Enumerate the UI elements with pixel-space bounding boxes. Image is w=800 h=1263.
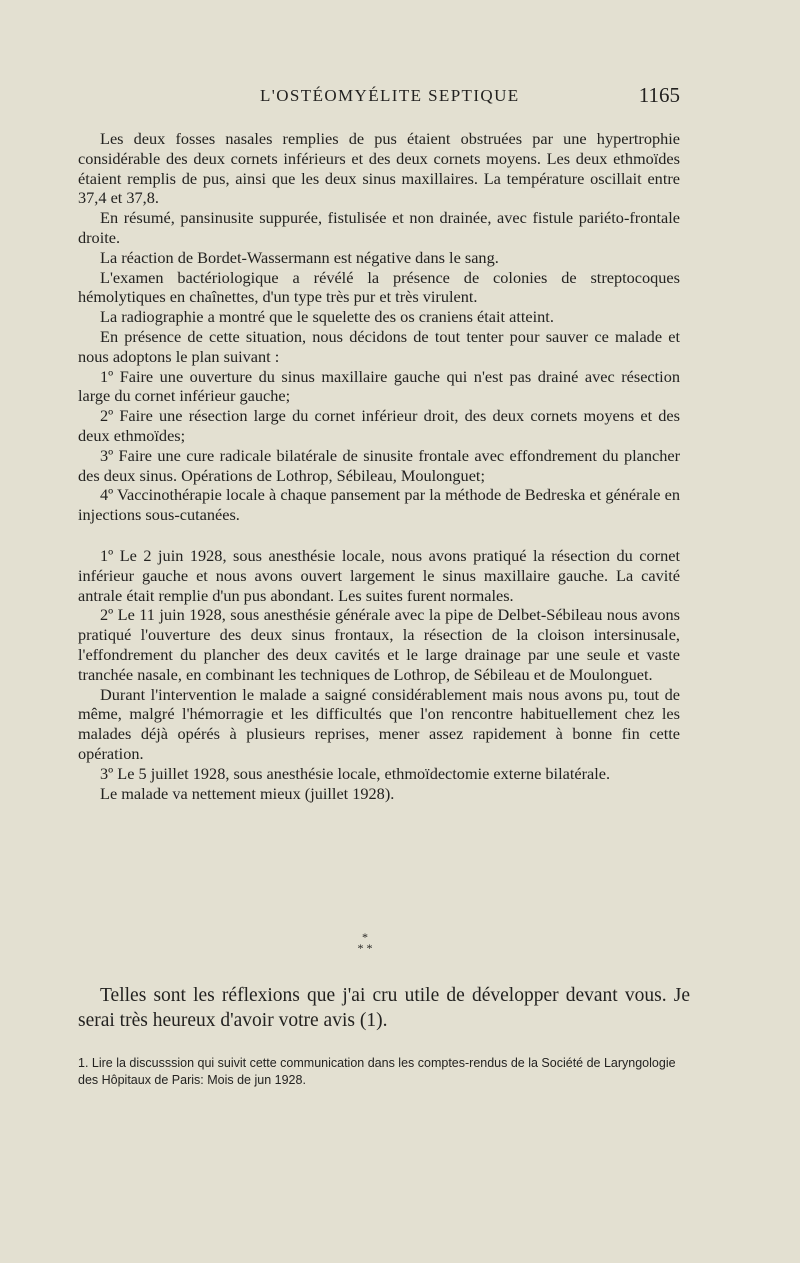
paragraph: Le malade va nettement mieux (juillet 1928). xyxy=(100,783,395,803)
paragraph: 2º Faire une résection large du cornet inférieur droit, des deux cornets moyens et des deux ethmoïdes; xyxy=(78,406,680,445)
paragraph: 4º Vaccinothérapie locale à chaque pansement par la méthode de Bedreska et générale en injections sous-cutanées. xyxy=(78,485,680,525)
paragraph: L'examen bactériologique a révélé la présence de colonies de streptocoques hémolytiques en chaînettes, d'un type très pur et très virulent. xyxy=(78,267,680,307)
footnote xyxy=(78,1055,690,1089)
paragraph: Les deux fosses nasales remplies de pus étaient obstruées par une hypertrophie considérable des deux cornets inférieurs et des deux cornets moyens. Les deux ethmoïdes étaient remplis de pus, ainsi que les deux sinus maxillaires. La température oscillait entre 37,4 et 37,8. xyxy=(78,129,680,208)
asterism: * * * xyxy=(357,930,373,955)
page-number: 1165 xyxy=(638,83,680,107)
paragraph: En résumé, pansinusite suppurée, fistulisée et non drainée, avec fistule pariéto-frontale droite. xyxy=(78,208,680,247)
paragraph: 1º Faire une ouverture du sinus maxillaire gauche qui n'est pas drainé avec résection large du cornet inférieur gauche; xyxy=(78,366,680,406)
closing-paragraph xyxy=(78,983,690,1033)
running-title: L'OSTÉOMYÉLITE SEPTIQUE xyxy=(260,86,520,105)
paragraph: 1º Le 2 juin 1928, sous anesthésie locale, nous avons pratiqué la résection du cornet inférieur gauche et nous avons ouvert largement le sinus maxillaire gauche. La cavité antrale était remplie d'un pus abondant. Les suites furent normales. xyxy=(78,545,680,605)
paragraph: La réaction de Bordet-Wassermann est négative dans le sang. xyxy=(100,247,499,267)
paragraph: Durant l'intervention le malade a saigné considérablement mais nous avons pu, tout de même, malgré l'hémorragie et les difficultés que l'on rencontre habituellement chez les malades déjà opérés à plusieurs reprises, mener assez rapidement à bonne fin cette opération. xyxy=(78,684,680,763)
paragraph: En présence de cette situation, nous décidons de tout tenter pour sauver ce malade et nous adoptons le plan suivant : xyxy=(78,326,680,366)
paragraph: 3º Faire une cure radicale bilatérale de sinusite frontale avec effondrement du plancher des deux sinus. Opérations de Lothrop, Sébileau, Moulonguet; xyxy=(78,445,680,485)
body-text xyxy=(78,129,680,803)
page-header xyxy=(78,83,680,112)
closing-text: Telles sont les réflexions que j'ai cru utile de développer devant vous. Je serai très heureux d'avoir votre avis (1). xyxy=(78,985,690,1031)
paragraph: La radiographie a montré que le squelette des os craniens était atteint. xyxy=(100,307,554,327)
footnote-text: 1. Lire la discusssion qui suivit cette communication dans les comptes-rendus de la Société de Laryngologie des Hôpitaux de Paris: Mois de jun 1928. xyxy=(78,1056,676,1087)
paragraph: 3º Le 5 juillet 1928, sous anesthésie locale, ethmoïdectomie externe bilatérale. xyxy=(100,763,611,783)
paragraph: 2º Le 11 juin 1928, sous anesthésie générale avec la pipe de Delbet-Sébileau nous avons pratiqué l'ouverture des deux sinus frontaux, la résection de la cloison intersinusale, l'effondrement du plancher des deux cavités et le large drainage par une seule et vaste tranchée nasale, en combinant les techniques de Lothrop, de Sébileau et de Moulonguet. xyxy=(78,605,680,684)
section-break xyxy=(78,525,680,546)
